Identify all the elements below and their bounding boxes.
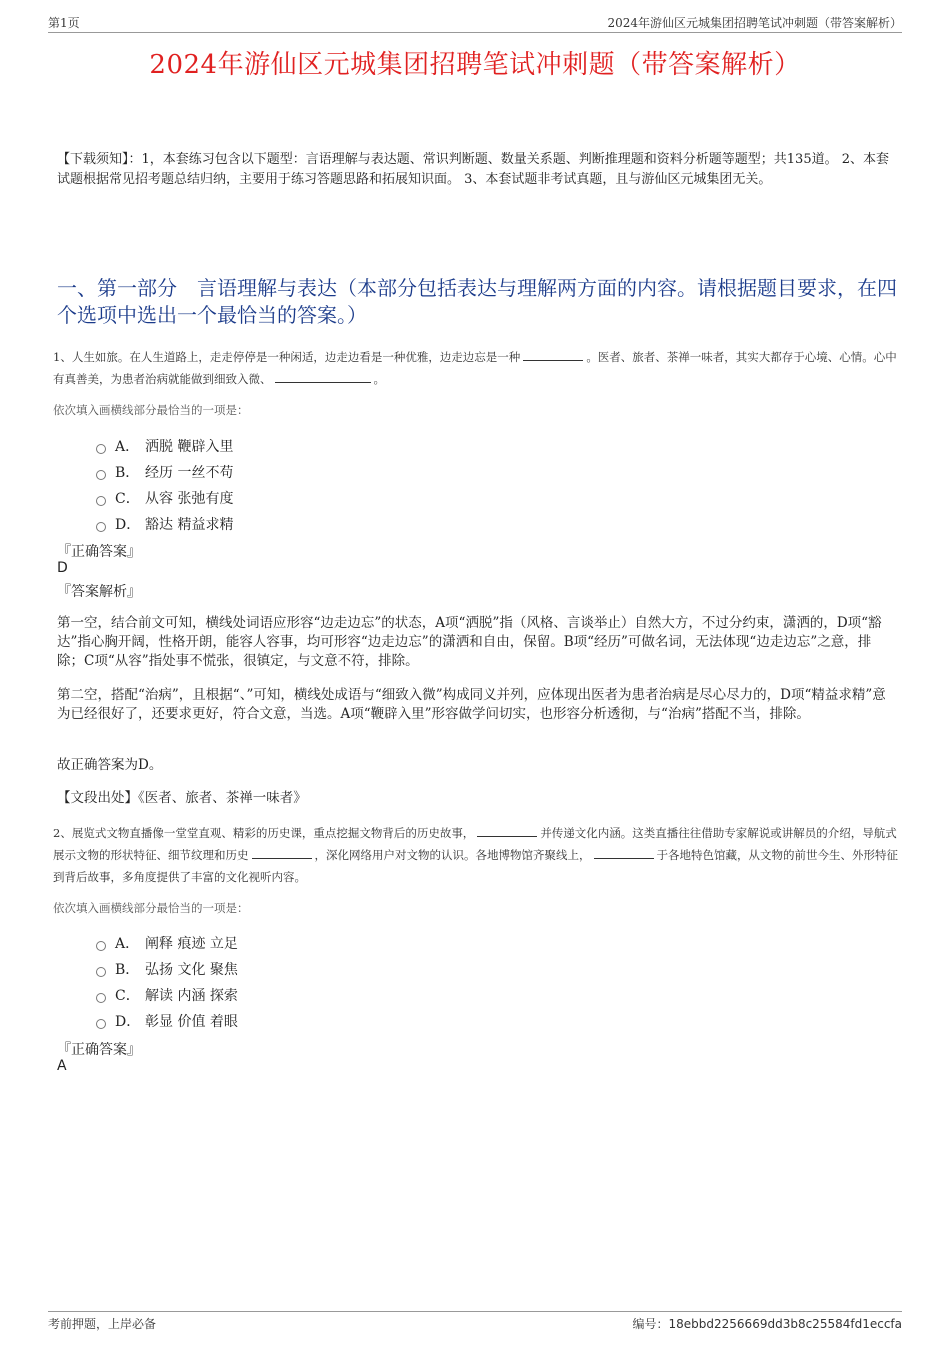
radio-icon[interactable]: [96, 522, 106, 532]
code-value: 18ebbd2256669dd3b8c25584fd1eccfa: [668, 1317, 902, 1331]
section-heading: 一、第一部分 言语理解与表达（本部分包括表达与理解两方面的内容。请根据题目要求，在四个选项中选出一个最恰当的答案。）: [57, 276, 897, 327]
option-b[interactable]: [96, 956, 238, 982]
question-1-text-part: 1、人生如旅。在人生道路上，走走停停是一种闲适，边走边看是一种优雅，边走边忘是一种: [53, 350, 521, 364]
source-citation: 【文段出处】《医者、旅者、茶禅一味者》: [57, 790, 307, 806]
option-letter: A．: [115, 439, 140, 455]
correct-answer: D: [57, 560, 68, 576]
question-1-text-part: 。: [373, 372, 385, 386]
option-a[interactable]: [96, 433, 233, 459]
analysis-paragraph-2: 第二空，搭配“治病”，且根据“、”可知，横线处成语与“细致入微”构成同义并列，应体现出医者为患者治病是尽心尽力的，D项“精益求精”意为已经很好了，还要求更好，符合文意，当选。A项“鞭辟入里”形容做学问切实，也形容分析透彻，与“治病”搭配不当，排除。: [57, 687, 886, 722]
question-2-prompt: 依次填入画横线部分最恰当的一项是：: [53, 901, 249, 915]
document-title: 2024年游仙区元城集团招聘笔试冲刺题（带答案解析）: [149, 50, 801, 80]
question-2-text-part: 并传递文化内涵。这类直播往往借助专家解说或讲解员的介绍，导航式展示文物的形状特征、细节纹理和历史: [53, 826, 897, 862]
question-2-text-part: 于各地特色馆藏，从文物的前世今生、外形特征到背后故事，多角度提供了丰富的文化视听内容。: [53, 848, 898, 884]
radio-icon[interactable]: [96, 941, 106, 951]
question-2-text-part: ，深化网络用户对文物的认识。各地博物馆齐聚线上，: [314, 848, 591, 862]
fill-blank: [275, 370, 371, 383]
question-1-text-part: 。医者、旅者、茶禅一味者，其实大都存于心境、心情。心中有真善美，为患者治病就能做到细致入微、: [53, 350, 897, 386]
radio-icon[interactable]: [96, 967, 106, 977]
option-letter: A．: [115, 936, 140, 952]
option-letter: C．: [115, 491, 140, 507]
footer-slogan: 考前押题，上岸必备: [48, 1317, 157, 1331]
correct-answer-label: 『正确答案』: [57, 544, 141, 560]
header-doc-title: 2024年游仙区元城集团招聘笔试冲刺题（带答案解析）: [607, 16, 902, 30]
option-a[interactable]: [96, 930, 238, 956]
option-b[interactable]: [96, 459, 233, 485]
option-c[interactable]: [96, 485, 233, 511]
code-label: 编号：: [632, 1317, 669, 1331]
radio-icon[interactable]: [96, 470, 106, 480]
question-1-options: [96, 433, 233, 537]
option-letter: D．: [115, 1014, 141, 1030]
question-2-text-part: 2、展览式文物直播像一堂堂直观、精彩的历史课，重点挖掘文物背后的历史故事，: [53, 826, 475, 840]
fill-blank: [477, 824, 537, 837]
option-text: 弘扬 文化 聚焦: [145, 962, 238, 978]
analysis-conclusion: 故正确答案为D。: [57, 757, 163, 773]
option-letter: C．: [115, 988, 140, 1004]
page-number: 第1页: [48, 16, 80, 30]
option-d[interactable]: [96, 1008, 238, 1034]
question-1-prompt: 依次填入画横线部分最恰当的一项是：: [53, 403, 249, 417]
option-text: 彰显 价值 着眼: [145, 1014, 238, 1030]
option-letter: B．: [115, 962, 140, 978]
option-letter: D．: [115, 517, 141, 533]
question-2-options: [96, 930, 238, 1034]
analysis-paragraph-1: 第一空，结合前文可知，横线处词语应形容“边走边忘”的状态，A项“洒脱”指（风格、言谈举止）自然大方，不过分约束，潇洒的，D项“豁达”指心胸开阔，性格开朗，能容人容事，均可形容“边走边忘”的潇洒和自由，保留。B项“经历”可做名词，无法体现“边走边忘”之意，排除；C项“从容”指处事不慌张，很镇定，与文意不符，排除。: [57, 615, 882, 669]
correct-answer-label: 『正确答案』: [57, 1042, 141, 1058]
fill-blank: [594, 846, 654, 859]
option-d[interactable]: [96, 511, 233, 537]
question-1-text: [53, 346, 898, 390]
option-text: 经历 一丝不苟: [145, 465, 234, 481]
option-c[interactable]: [96, 982, 238, 1008]
option-text: 洒脱 鞭辟入里: [145, 439, 234, 455]
download-notice: 【下载须知】：1，本套练习包含以下题型：言语理解与表达题、常识判断题、数量关系题、判断推理题和资料分析题等题型；共135道。 2、本套试题根据常见招考题总结归纳，主要用于练习答题思路和拓展知识面。 3、本套试题非考试真题，且与游仙区元城集团无关。: [57, 152, 889, 187]
question-2-text: [53, 822, 898, 888]
radio-icon[interactable]: [96, 1019, 106, 1029]
radio-icon[interactable]: [96, 993, 106, 1003]
option-text: 从容 张弛有度: [145, 491, 234, 507]
option-letter: B．: [115, 465, 140, 481]
footer-code: [633, 1315, 903, 1332]
correct-answer: A: [57, 1058, 67, 1074]
radio-icon[interactable]: [96, 444, 106, 454]
fill-blank: [523, 348, 583, 361]
page-header: [48, 14, 902, 33]
option-text: 阐释 痕迹 立足: [145, 936, 238, 952]
option-text: 解读 内涵 探索: [145, 988, 238, 1004]
page-footer: [48, 1311, 902, 1335]
radio-icon[interactable]: [96, 496, 106, 506]
fill-blank: [252, 846, 312, 859]
option-text: 豁达 精益求精: [145, 517, 234, 533]
analysis-label: 『答案解析』: [57, 584, 141, 600]
